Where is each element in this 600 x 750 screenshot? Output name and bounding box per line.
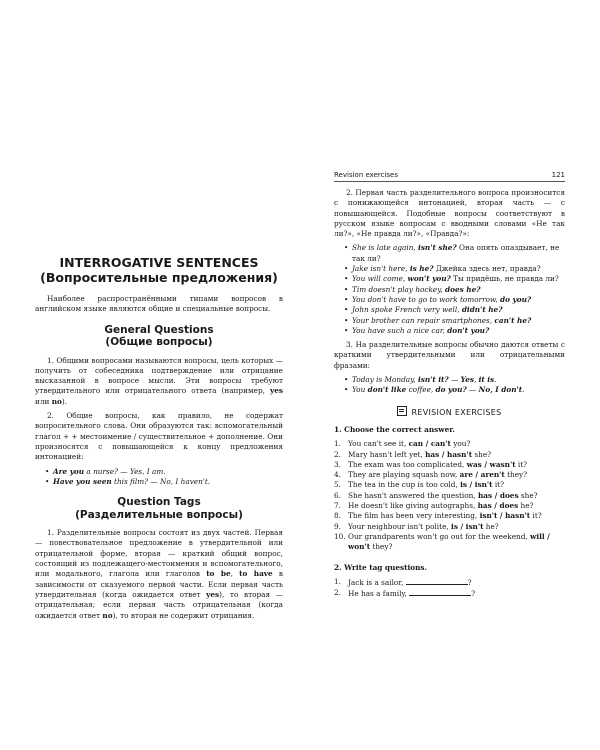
item-number: 6.	[334, 490, 341, 500]
item-number: 10.	[334, 531, 346, 541]
exercise-item	[334, 470, 565, 480]
text: ,	[473, 375, 479, 385]
tag-examples	[334, 243, 565, 336]
item-text: Our grandparents won't go out for the weekend,	[348, 531, 531, 541]
running-head-title: Revision exercises	[334, 171, 399, 179]
tags-paragraph-3: 3. На разделительные вопросы обычно даются ответы с краткими утвердительными или отрицательными фразами:	[334, 340, 565, 370]
example-text: a nurse? — Yes, I am.	[84, 466, 166, 476]
item-text: They are playing squash now,	[348, 470, 460, 480]
item-end: he?	[518, 501, 534, 511]
example-translation: Она опять опаздывает, не так ли?	[352, 243, 560, 263]
item-end: it?	[530, 511, 542, 521]
general-questions-title-en: General Questions	[104, 323, 214, 336]
item-text: Mary hasn't left yet,	[348, 449, 426, 459]
example-text: Jake isn't here,	[352, 264, 410, 274]
chapter-title	[35, 255, 283, 285]
item-number: 1.	[334, 576, 341, 586]
item-options: has / does	[477, 490, 519, 500]
tag-example	[344, 274, 565, 284]
item-options: has / does	[477, 501, 519, 511]
item-number: 8.	[334, 511, 341, 521]
item-end: he?	[483, 521, 499, 531]
item-options: is / isn't	[460, 480, 493, 490]
item-options: can / can't	[408, 439, 451, 449]
example-translation: Джейка здесь нет, правда?	[433, 264, 541, 274]
example-text: You will come,	[352, 274, 408, 284]
item-end: it?	[492, 480, 505, 490]
exercise-item	[334, 491, 565, 501]
item-number: 9.	[334, 521, 341, 531]
bold: No, I don't	[478, 385, 523, 395]
item-end: they?	[370, 542, 393, 552]
bold-to-be: to be	[206, 569, 231, 579]
answer-example	[344, 385, 565, 395]
bold-no: no	[102, 610, 113, 620]
text: 1. Общими вопросами называются вопросы, цель которых — получить от собеседника подтверждение или отрицание высказанной в вопросе мысли. Эти вопросы требуют утвердительного или отрицательного ответа (например,	[35, 355, 283, 396]
item-options: was / wasn't	[466, 459, 516, 469]
text: —	[466, 385, 479, 395]
item-text: The exam was too complicated,	[348, 459, 467, 469]
chapter-title-ru: (Вопросительные предложения)	[40, 270, 278, 285]
exercise-item	[334, 450, 565, 460]
text: .	[522, 385, 525, 395]
item-number: 5.	[334, 480, 341, 490]
answer-example	[344, 375, 565, 385]
exercise-1-title: 1. Choose the correct answer.	[334, 424, 455, 434]
example-bold: Are you	[53, 466, 85, 476]
general-questions-heading	[35, 324, 283, 349]
example-text: John spoke French very well,	[352, 305, 462, 315]
text: coffee,	[406, 385, 436, 395]
text: —	[448, 375, 461, 385]
example-text: You don't have to go to work tomorrow,	[352, 294, 500, 304]
bold: don't like	[367, 385, 407, 395]
running-head	[334, 171, 565, 182]
bold: do you?	[435, 385, 467, 395]
text: ), то вторая — отрицательная; если первая часть отрицательная (когда ожидается ответ	[35, 589, 284, 620]
example-translation: Ты придёшь, не правда ли?	[450, 274, 559, 284]
tags-paragraph-1	[35, 528, 283, 621]
question-tags-heading	[35, 496, 283, 521]
example-text: She is late again,	[352, 243, 419, 253]
example-bold: Have you seen	[53, 476, 112, 486]
exercise-item	[334, 577, 565, 588]
answer-blank[interactable]	[409, 588, 471, 596]
item-end: ?	[471, 589, 476, 599]
question-tags-title-ru: (Разделительные вопросы)	[75, 508, 243, 521]
example-item	[45, 467, 283, 477]
item-text: Your neighbour isn't polite,	[348, 521, 452, 531]
item-number: 3.	[334, 459, 341, 469]
item-text: She hasn't answered the question,	[348, 490, 478, 500]
exercise-item	[334, 588, 565, 599]
item-number: 4.	[334, 470, 341, 480]
text: Today is Monday,	[352, 375, 418, 385]
text: ), то вторая не содержит отрицания.	[112, 610, 255, 620]
item-number: 1.	[334, 439, 341, 449]
item-end: she?	[472, 449, 492, 459]
example-text: this film? — No, I haven't.	[111, 476, 211, 486]
item-end: she?	[518, 490, 538, 500]
example-text: You have such a nice car,	[352, 325, 448, 335]
bold-to-have: to have	[239, 569, 273, 579]
tag-example	[344, 326, 565, 336]
item-text: Jack is a sailor,	[348, 577, 406, 587]
example-tag: do you?	[500, 294, 532, 304]
bold-yes: yes	[270, 386, 283, 396]
text: в зависимости от сказуемого первой части. Если первая часть утвердительная (когда ожидается ответ	[35, 569, 283, 599]
bold: it is	[478, 375, 495, 385]
tag-example	[344, 295, 565, 305]
exercise-item	[334, 522, 565, 532]
item-text: He doesn't like giving autographs,	[348, 501, 478, 511]
exercise-item	[334, 511, 565, 521]
exercise-item	[334, 460, 565, 470]
exercise-2-title: 2. Write tag questions.	[334, 562, 428, 572]
item-options: is / isn't	[451, 521, 484, 531]
notepad-icon	[397, 406, 407, 416]
bold-no: no	[51, 396, 62, 406]
example-tag: can't he?	[494, 315, 532, 325]
example-item	[45, 477, 283, 487]
example-text: Your brother can repair smartphones,	[352, 315, 495, 325]
item-options: will / won't	[348, 531, 550, 552]
general-paragraph-1	[35, 356, 283, 407]
left-column	[35, 255, 283, 625]
exercise-item	[334, 480, 565, 490]
item-text: You can't see it,	[348, 439, 409, 449]
answer-examples	[334, 375, 565, 396]
item-number: 7.	[334, 501, 341, 511]
tag-example	[344, 243, 565, 264]
exercise-item	[334, 532, 565, 553]
example-tag: didn't he?	[461, 305, 503, 315]
example-tag: is he?	[409, 264, 434, 274]
example-tag: isn't she?	[418, 243, 457, 253]
general-examples	[35, 467, 283, 488]
item-text: The film has been very interesting,	[348, 511, 480, 521]
tag-example	[344, 285, 565, 295]
exercise-1-list	[334, 439, 565, 552]
general-questions-title-ru: (Общие вопросы)	[105, 336, 213, 349]
chapter-title-en: INTERROGATIVE SENTENCES	[59, 255, 259, 270]
bold: isn't it?	[417, 375, 449, 385]
bold: Yes	[460, 375, 474, 385]
revision-exercises-heading	[334, 406, 565, 418]
tag-example	[344, 264, 565, 274]
exercise-2-list	[334, 577, 565, 600]
item-end: it?	[515, 459, 528, 469]
item-number: 2.	[334, 449, 341, 459]
intro-paragraph: Наиболее распространёнными типами вопросов в английском языке являются общие и специальные вопросы.	[35, 294, 283, 314]
item-text: The tea in the cup is too cold,	[348, 480, 461, 490]
item-options: are / aren't	[459, 470, 505, 480]
item-text: He has a family,	[348, 589, 410, 599]
item-end: you?	[450, 439, 471, 449]
example-tag: won't you?	[407, 274, 451, 284]
text: .	[494, 375, 497, 385]
right-column	[334, 188, 565, 609]
answer-blank[interactable]	[406, 577, 468, 585]
example-tag: don't you?	[447, 325, 490, 335]
bold-yes: yes	[206, 589, 220, 599]
text: 1. Разделительные вопросы состоят из двух частей. Первая — повествовательное предложение в утвердительной или отрицательной форме, вторая — краткий общий вопрос, состоящий из подлежащего-местоимения и вспомогательного, или модального, глагола или глаголов	[35, 528, 283, 579]
item-number: 2.	[334, 588, 341, 598]
page-number: 121	[551, 171, 565, 179]
item-options: isn't / hasn't	[479, 511, 531, 521]
exercise-item	[334, 439, 565, 449]
item-end: they?	[504, 470, 528, 480]
right-page	[300, 0, 600, 750]
tags-paragraph-2: 2. Первая часть разделительного вопроса произносится с понижающейся интонацией, вторая часть — с повышающейся. Подобные вопросы соответствуют в русском языке вопросам с вводными словами «Не так ли?», «Не правда ли?», «Правда?»:	[334, 188, 565, 239]
question-tags-title-en: Question Tags	[117, 496, 201, 509]
text: ,	[230, 569, 240, 579]
item-end: ?	[467, 577, 472, 587]
example-tag: does he?	[445, 284, 481, 294]
general-paragraph-2: 2. Общие вопросы, как правило, не содержат вопросительного слова. Они образуются так: вспомогательный глагол + + местоимение / существительное + дополнение. Они произносятся с повышающейся к концу предложения интонацией:	[35, 411, 283, 462]
text: You	[352, 385, 368, 395]
tag-example	[344, 316, 565, 326]
text: ).	[61, 396, 68, 406]
revision-exercises-title: REVISION EXERCISES	[411, 407, 502, 417]
tag-example	[344, 305, 565, 315]
text: или	[35, 396, 52, 406]
exercise-item	[334, 501, 565, 511]
item-options: has / hasn't	[425, 449, 473, 459]
example-text: Tim doesn't play hockey,	[352, 284, 446, 294]
